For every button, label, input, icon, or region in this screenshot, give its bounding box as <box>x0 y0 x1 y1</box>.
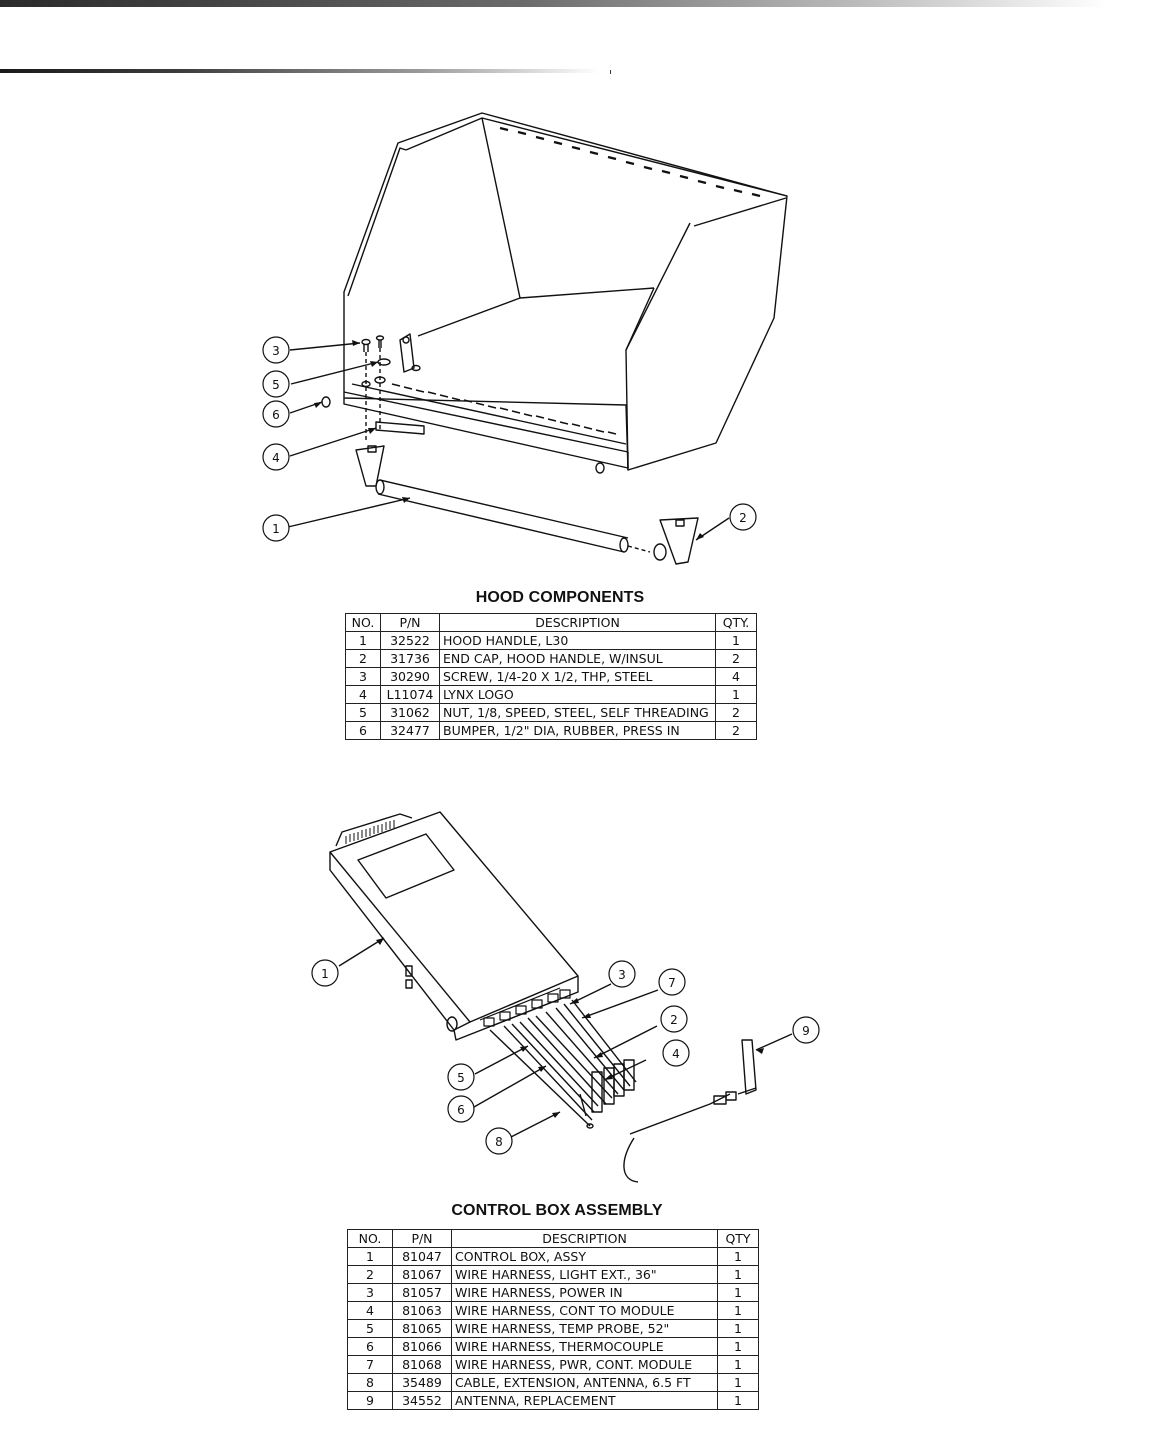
cell-description: SCREW, 1/4-20 X 1/2, THP, STEEL <box>440 668 716 686</box>
hood-balloon-6: 6 <box>272 408 280 422</box>
cell-description: CABLE, EXTENSION, ANTENNA, 6.5 FT <box>452 1374 718 1392</box>
cell-description: WIRE HARNESS, POWER IN <box>452 1284 718 1302</box>
cell-description: CONTROL BOX, ASSY <box>452 1248 718 1266</box>
col-no: NO. <box>346 614 381 632</box>
cell-no: 4 <box>346 686 381 704</box>
cell-qty: 1 <box>716 632 757 650</box>
cell-no: 8 <box>348 1374 393 1392</box>
cell-no: 5 <box>348 1320 393 1338</box>
cell-pn: 81067 <box>393 1266 452 1284</box>
cell-description: NUT, 1/8, SPEED, STEEL, SELF THREADING <box>440 704 716 722</box>
col-pn: P/N <box>393 1230 452 1248</box>
hood-components-title: HOOD COMPONENTS <box>475 589 645 606</box>
table-row <box>348 1266 759 1284</box>
cell-pn: 35489 <box>393 1374 452 1392</box>
cell-qty: 1 <box>718 1266 759 1284</box>
cell-no: 4 <box>348 1302 393 1320</box>
table-row <box>348 1356 759 1374</box>
hood-balloon-1: 1 <box>272 522 280 536</box>
cell-description: LYNX LOGO <box>440 686 716 704</box>
control-balloon-1: 1 <box>321 967 329 981</box>
cell-pn: 81057 <box>393 1284 452 1302</box>
cell-description: WIRE HARNESS, TEMP PROBE, 52" <box>452 1320 718 1338</box>
cell-no: 6 <box>346 722 381 740</box>
cell-qty: 2 <box>716 704 757 722</box>
control-box-assembly-table <box>347 1229 759 1410</box>
control-balloon-4: 4 <box>672 1047 680 1061</box>
hood-balloon-5: 5 <box>272 378 280 392</box>
cell-no: 7 <box>348 1356 393 1374</box>
control-balloon-6: 6 <box>457 1103 465 1117</box>
cell-description: WIRE HARNESS, LIGHT EXT., 36" <box>452 1266 718 1284</box>
control-balloon-9: 9 <box>802 1024 810 1038</box>
control-balloon-7: 7 <box>668 976 676 990</box>
cell-no: 9 <box>348 1392 393 1410</box>
table-row <box>348 1302 759 1320</box>
cell-description: WIRE HARNESS, PWR, CONT. MODULE <box>452 1356 718 1374</box>
cell-pn: 32477 <box>381 722 440 740</box>
table-row <box>348 1284 759 1302</box>
cell-pn: 81063 <box>393 1302 452 1320</box>
table-row <box>348 1338 759 1356</box>
cell-pn: 81047 <box>393 1248 452 1266</box>
cell-description: WIRE HARNESS, CONT TO MODULE <box>452 1302 718 1320</box>
cell-qty: 1 <box>716 686 757 704</box>
table-row <box>348 1320 759 1338</box>
cell-qty: 1 <box>718 1356 759 1374</box>
cell-pn: 81065 <box>393 1320 452 1338</box>
control-balloon-3: 3 <box>618 968 626 982</box>
cell-pn: 81066 <box>393 1338 452 1356</box>
cell-pn: L11074 <box>381 686 440 704</box>
control-balloon-2: 2 <box>670 1013 678 1027</box>
cell-description: END CAP, HOOD HANDLE, W/INSUL <box>440 650 716 668</box>
cell-qty: 1 <box>718 1338 759 1356</box>
table-row <box>348 1392 759 1410</box>
col-description: DESCRIPTION <box>440 614 716 632</box>
control-balloon-5: 5 <box>457 1071 465 1085</box>
cell-pn: 31736 <box>381 650 440 668</box>
col-no: NO. <box>348 1230 393 1248</box>
cell-qty: 1 <box>718 1248 759 1266</box>
cell-description: HOOD HANDLE, L30 <box>440 632 716 650</box>
hood-balloon-3: 3 <box>272 344 280 358</box>
col-description: DESCRIPTION <box>452 1230 718 1248</box>
cell-description: ANTENNA, REPLACEMENT <box>452 1392 718 1410</box>
control-box-assembly-title: CONTROL BOX ASSEMBLY <box>451 1202 663 1219</box>
cell-no: 2 <box>346 650 381 668</box>
cell-pn: 81068 <box>393 1356 452 1374</box>
cell-qty: 1 <box>718 1320 759 1338</box>
table-header-row <box>348 1230 759 1248</box>
cell-no: 1 <box>346 632 381 650</box>
cell-qty: 1 <box>718 1374 759 1392</box>
cell-pn: 32522 <box>381 632 440 650</box>
hood-balloon-4: 4 <box>272 451 280 465</box>
cell-no: 6 <box>348 1338 393 1356</box>
cell-no: 5 <box>346 704 381 722</box>
cell-no: 3 <box>348 1284 393 1302</box>
cell-pn: 30290 <box>381 668 440 686</box>
col-pn: P/N <box>381 614 440 632</box>
col-qty: QTY <box>718 1230 759 1248</box>
cell-qty: 1 <box>718 1284 759 1302</box>
cell-no: 3 <box>346 668 381 686</box>
table-row <box>348 1248 759 1266</box>
cell-no: 2 <box>348 1266 393 1284</box>
cell-description: BUMPER, 1/2" DIA, RUBBER, PRESS IN <box>440 722 716 740</box>
cell-qty: 2 <box>716 650 757 668</box>
cell-qty: 1 <box>718 1392 759 1410</box>
hood-balloon-2: 2 <box>739 511 747 525</box>
cell-pn: 31062 <box>381 704 440 722</box>
table-row <box>348 1374 759 1392</box>
col-qty: QTY. <box>716 614 757 632</box>
cell-qty: 2 <box>716 722 757 740</box>
cell-qty: 4 <box>716 668 757 686</box>
cell-pn: 34552 <box>393 1392 452 1410</box>
cell-no: 1 <box>348 1248 393 1266</box>
control-balloon-8: 8 <box>495 1135 503 1149</box>
cell-qty: 1 <box>718 1302 759 1320</box>
cell-description: WIRE HARNESS, THERMOCOUPLE <box>452 1338 718 1356</box>
